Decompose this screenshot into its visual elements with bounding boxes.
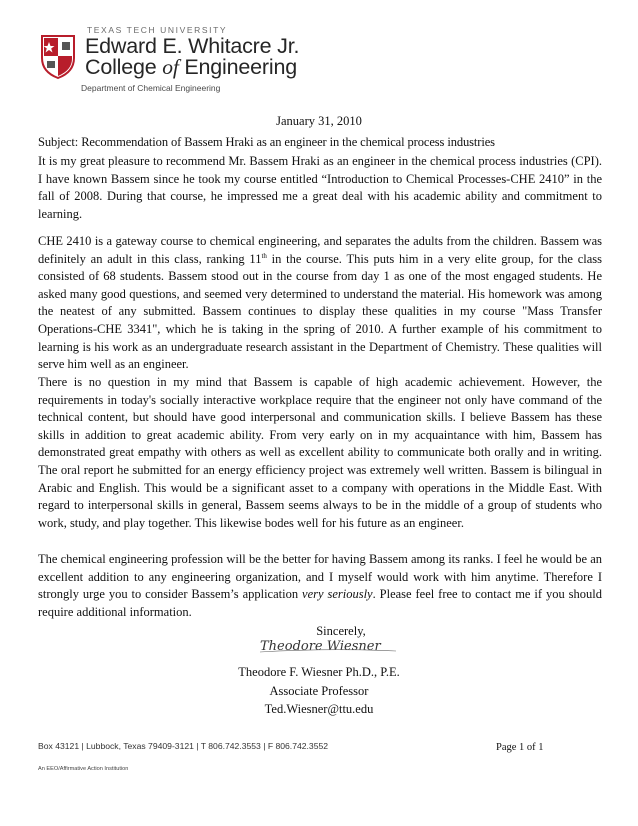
signer-name: Theodore F. Wiesner Ph.D., P.E. (238, 665, 400, 679)
eeo-statement: An EEO/Affirmative Action Institution (38, 766, 129, 772)
paragraph-3: There is no question in my mind that Bassem is capable of high academic achievement. However, the requirements in today's socially interactive workplace require that the engineer not only have command of the technical content, but should have good interpersonal and communication skills. I believe Bassem has these skills in addition to great academic ability. From very early on in my acquaintance with him, Bassem has demonstrated great empathy with others as well as excellent ability to communicate both orally and in writing. The oral report he submitted for an energy efficiency project was extremely well written. Bassem is bilingual in Arabic and English. This would be a significant asset to a company with operations in the Middle East. With regard to interpersonal skills in general, Bassem seems always to be in the middle of a group of students who work, study, and play together. This likewise bodes well for his future as an engineer. (38, 375, 602, 530)
handwritten-signature (258, 635, 398, 655)
footer-address: Box 43121 | Lubbock, Texas 79409-3121 | T 806.742.3553 | F 806.742.3552 (38, 741, 329, 751)
closing: Sincerely, (316, 624, 366, 638)
department-name: Department of Chemical Engineering (81, 83, 221, 93)
letter-subject: Subject: Recommendation of Bassem Hraki as an engineer in the chemical process industries (38, 135, 495, 149)
paragraph-4: The chemical engineering profession will be the better for having Bassem among its ranks. I feel he would be an excellent addition to any engineering organization, and I myself would work with him anytime. Therefore I strongly urge you to consider Bassem’s application very seriously. Please feel free to contact me if you should require additional information. (38, 552, 602, 619)
signer-email: Ted.Wiesner@ttu.edu (264, 702, 374, 716)
university-seal-icon (38, 32, 78, 80)
college-name-line1: Edward E. Whitacre Jr. (85, 34, 300, 58)
paragraph-2: CHE 2410 is a gateway course to chemical engineering, and separates the adults from the children. Bassem was definitely an adult in this class, ranking 11th in the course. This puts him in a very elite group, for the class consisted of 68 students. Bassem stood out in the course from day 1 as one of the most engaged students. He asked many good questions, and seemed very determined to understand the material. His homework was among the neatest of any submitted. Bassem continues to display these qualities in my course "Mass Transfer Operations-CHE 3341", which he is taking in the spring of 2010. A further example of his commitment to learning is his work as an undergraduate research assistant in the Department of Chemistry. These qualities will serve him well as an engineer. (38, 234, 603, 372)
paragraph-1: It is my great pleasure to recommend Mr. Bassem Hraki as an engineer in the chemical process industries (CPI). I have known Bassem since he took my course entitled “Introduction to Chemical Processes-CHE 2410” in the fall of 2008. During that course, he impressed me a great deal with his academic ability and commitment to learning. (38, 154, 602, 221)
college-name-line2: College of Engineering (85, 55, 297, 79)
svg-text:Theodore Wiesner: Theodore Wiesner (260, 639, 381, 654)
signer-title: Associate Professor (269, 684, 369, 698)
university-name: TEXAS TECH UNIVERSITY (87, 25, 228, 35)
letter-date: January 31, 2010 (276, 114, 362, 128)
page-number: Page 1 of 1 (496, 742, 544, 753)
letterhead (38, 18, 338, 98)
